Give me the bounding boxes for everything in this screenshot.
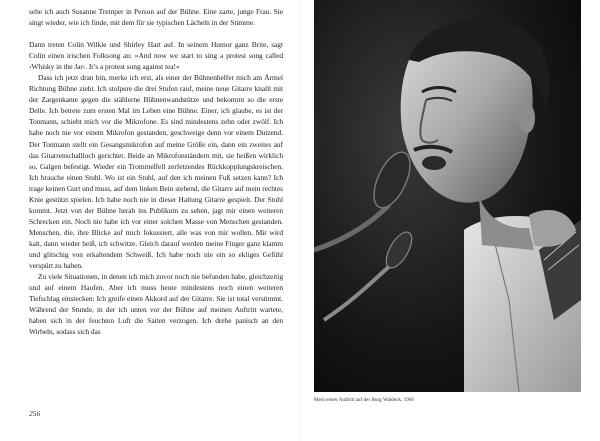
paragraph: Zu viele Situationen, in denen ich mich zuvor noch nie befunden habe, gleichzeitig und auf einem Haufen. Aber ich muss heute mindestens noch einen weiteren Tiefschlag einstecken: Ich greife einen Akkord auf der Gitarre. Sie ist total verstimmt. Während der Stunde, in der ich unten vor der Bühne auf meinen Auftritt wartete, haben sich in der feuchten Luft die Saiten verzogen. Ich drehe panisch an den Wirbeln, sodass sich das (29, 272, 283, 337)
photo-caption: Mein erster Auftritt auf der Burg Waldeck, 1966 (314, 397, 414, 403)
paragraph: sehe ich auch Susanne Tremper in Person auf der Bühne. Eine zarte, junge Frau. Sie singt wieder, wie ich finde, mit dem für sie typischen Lächeln in der Stimme. (29, 7, 283, 28)
photo-illustration (314, 0, 581, 392)
paragraph: Dann treten Colin Wilkie und Shirley Hart auf. In seinem Humor ganz Brite, sagt Colin einen irischen Folksong an: »And now we start to sing a protest song called ›Whisky in the Jar‹. It’s a protest song against tea!« (29, 40, 283, 72)
concert-photo (314, 0, 581, 392)
page-number: 256 (29, 409, 41, 418)
paragraph: Dass ich jetzt dran bin, merke ich erst, als einer der Bühnenhelfer mich am Ärmel Richtung Bühne zieht. Ich stolpere die drei Stufen rauf, meine neue Gitarre knallt mit der Zargenkante gegen die stählerne Bühnenwandstütze und bekommt so die erste Delle. Ich betrete zum ersten Mal im Leben eine Bühne. Einer, ich glaube, es ist der Tonmann, schiebt mich vor die Mikrofone. Es sind mindestens zehn oder zwölf. Ich habe noch nie vor einem Mikrofon gestanden, geschweige denn vor einem Dutzend. Der Tonmann stellt ein Gesangsmikrofon auf meine Größe ein, dann ein zweites auf das Gitarrenschallloch gerichtet. Beide an Mikrofonständern mit, sie heißen wirklich so, Galgen befestigt. Wieder ein Trommelfell zerfetzendes Rückkopplungskreischen. Ich brauche einen Stuhl. Wo ist ein Stuhl, auf den ich meinen Fuß setzen kann? Ich trage keinen Gurt und muss, auf dem linken Bein stehend, die Gitarre auf mein rechtes Knie gestützt spielen. Ich habe noch nie in dieser Haltung Gitarre gespielt. Der Stuhl kommt. Jetzt von der Bühne herab ins Publikum zu sehen, jagt mir einen weiteren Schrecken ein. Noch nie habe ich vor einer solchen Masse von Menschen gestanden. Menschen, die, ihre Blicke auf mich fokussiert, alle was von mir wollen. Mir wird kalt, dann wieder heiß, ich schwitze. Gleich darauf werden meine Finger ganz klamm und glitschig von erkaltendem Schweiß. Ich habe noch nie ein so ekliges Gefühl verspürt zu haben. (29, 73, 283, 271)
body-text (29, 6, 283, 337)
